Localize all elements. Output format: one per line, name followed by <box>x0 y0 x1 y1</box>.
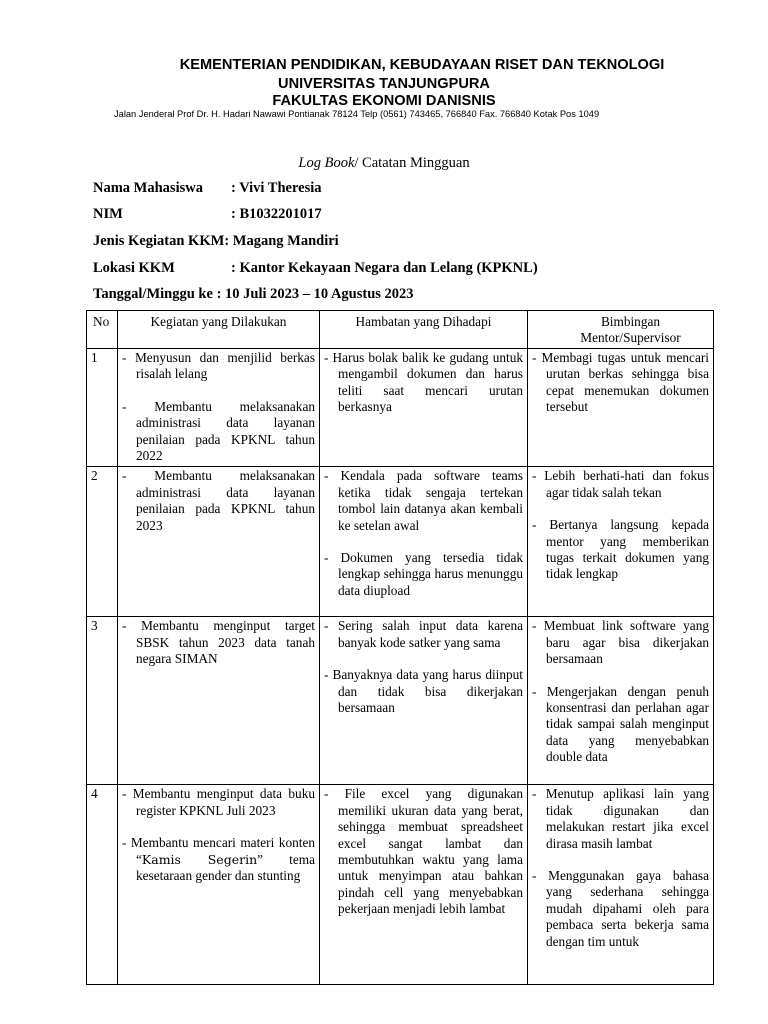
list-item: - Banyaknya data yang harus diinput dan tidak bisa dikerjakan bersamaan <box>324 667 523 716</box>
kegiatan-cell <box>118 785 320 985</box>
document-title <box>0 155 768 172</box>
list-item: - Sering salah input data karena banyak kode satker yang sama <box>324 618 523 650</box>
ministry-heading: KEMENTERIAN PENDIDIKAN, KEBUDAYAAN RISET DAN TEKNOLOGI <box>179 57 665 73</box>
list-item: - File excel yang digunakan memiliki ukuran data yang berat, sehingga membuat spreadsheet excel sangat lambat dan membutuhkan waktu yang lama untuk menyimpan atau bahkan pindah cell yang menyebabkan pekerjaan menjadi lebih lambat <box>324 786 523 917</box>
row-number: 2 <box>87 467 118 617</box>
address-line: Jalan Jenderal Prof Dr. H. Hadari Nawawi Pontianak 78124 Telp (0561) 743465, 766840 Fax. 766840 Kotak Pos 1049 <box>114 109 600 119</box>
list-item: - Membuat link software yang baru agar bisa dikerjakan bersamaan <box>532 618 709 667</box>
kegiatan-cell <box>118 617 320 785</box>
list-item: - Bertanya langsung kepada mentor yang memberikan tugas terkait dokumen yang tidak lengkap <box>532 517 709 582</box>
hambatan-cell <box>320 467 528 617</box>
table-row <box>87 467 714 617</box>
info-value: : 10 Juli 2023 – 10 Agustus 2023 <box>212 286 414 302</box>
bimbingan-cell <box>528 617 714 785</box>
info-value: : Vivi Theresia <box>231 180 322 196</box>
info-row-lokasi <box>93 260 538 277</box>
list-item: - Dokumen yang tersedia tidak lengkap sehingga harus menunggu data diupload <box>324 550 523 598</box>
university-heading: UNIVERSITAS TANJUNGPURA <box>278 76 490 92</box>
header-hambatan-text: Hambatan yang Dihadapi <box>355 314 492 329</box>
info-row-jenis-kegiatan <box>93 233 339 250</box>
list-item: - Menggunakan gaya bahasa yang sederhana sehingga mudah dipahami oleh para pembaca serta bekerja sama dengan tim untuk <box>532 868 709 949</box>
header-bimbingan <box>528 311 714 349</box>
header-bimbingan-text: Bimbingan Mentor/Supervisor <box>580 314 681 345</box>
list-item: - Harus bolak balik ke gudang untuk mengambil dokumen dan harus teliti saat mencari urutan berkasnya <box>324 350 523 415</box>
list-item: - Membagi tugas untuk mencari urutan berkas sehingga bisa cepat menemukan dokumen tersebut <box>532 350 709 415</box>
hambatan-cell <box>320 785 528 985</box>
row-number: 3 <box>87 617 118 785</box>
list-item: - Menutup aplikasi lain yang tidak digunakan dan melakukan restart jika excel dirasa masih lambat <box>532 786 709 851</box>
header-no: No <box>87 311 118 349</box>
info-value: : B1032201017 <box>231 206 322 222</box>
kegiatan-cell <box>118 467 320 617</box>
header-kegiatan: Kegiatan yang Dilakukan <box>118 311 320 349</box>
info-value: : Magang Mandiri <box>224 233 339 249</box>
list-item: - Kendala pada software teams ketika tidak sengaja tertekan tombol lain datanya akan kembali ke setelan awal <box>324 468 523 533</box>
item-text: - Membantu mencari materi konten “ <box>122 835 315 867</box>
table-header-row <box>87 311 714 349</box>
hambatan-cell <box>320 349 528 467</box>
bimbingan-cell <box>528 785 714 985</box>
list-item: - Membantu menginput target SBSK tahun 2023 data tanah negara SIMAN <box>122 618 315 667</box>
title-italic: Log Book <box>298 155 355 171</box>
bimbingan-cell <box>528 349 714 467</box>
info-value: : Kantor Kekayaan Negara dan Lelang (KPKNL) <box>231 260 538 276</box>
kegiatan-cell <box>118 349 320 467</box>
bimbingan-cell <box>528 467 714 617</box>
info-row-nama <box>93 180 322 197</box>
list-item: - Membantu melaksanakan administrasi data layanan penilaian pada KPKNL tahun 2023 <box>122 468 315 533</box>
info-label: NIM <box>93 206 123 222</box>
table-row <box>87 617 714 785</box>
title-rest: / Catatan Mingguan <box>354 155 470 171</box>
info-row-tanggal <box>93 286 414 303</box>
faculty-heading: FAKULTAS EKONOMI DANISNIS <box>272 93 496 109</box>
list-item: - Membantu melaksanakan administrasi data layanan penilaian pada KPKNL tahun 2022 <box>122 398 315 464</box>
info-label: Lokasi KKM <box>93 260 175 276</box>
info-label: Nama Mahasiswa <box>93 180 203 196</box>
table-row <box>87 349 714 467</box>
row-number: 1 <box>87 349 118 467</box>
logbook-table <box>86 310 714 985</box>
list-item: - Lebih berhati-hati dan fokus agar tidak salah tekan <box>532 468 709 500</box>
info-row-nim <box>93 206 322 223</box>
info-label: Tanggal/Minggu ke <box>93 286 213 302</box>
hambatan-cell <box>320 617 528 785</box>
info-label: Jenis Kegiatan KKM <box>93 233 225 249</box>
table-row <box>87 785 714 985</box>
list-item <box>122 835 315 884</box>
item-text: ” tema kesetaraan gender dan stunting <box>136 851 315 884</box>
header-hambatan <box>320 311 528 349</box>
list-item: - Membantu menginput data buku register KPKNL Juli 2023 <box>122 786 315 818</box>
list-item: - Menyusun dan menjilid berkas risalah lelang <box>122 350 315 382</box>
content-name: Kamis Segerin <box>141 851 258 867</box>
row-number: 4 <box>87 785 118 985</box>
list-item: - Mengerjakan dengan penuh konsentrasi dan perlahan agar tidak sampai salah menginput data yang menyebabkan double data <box>532 683 709 765</box>
